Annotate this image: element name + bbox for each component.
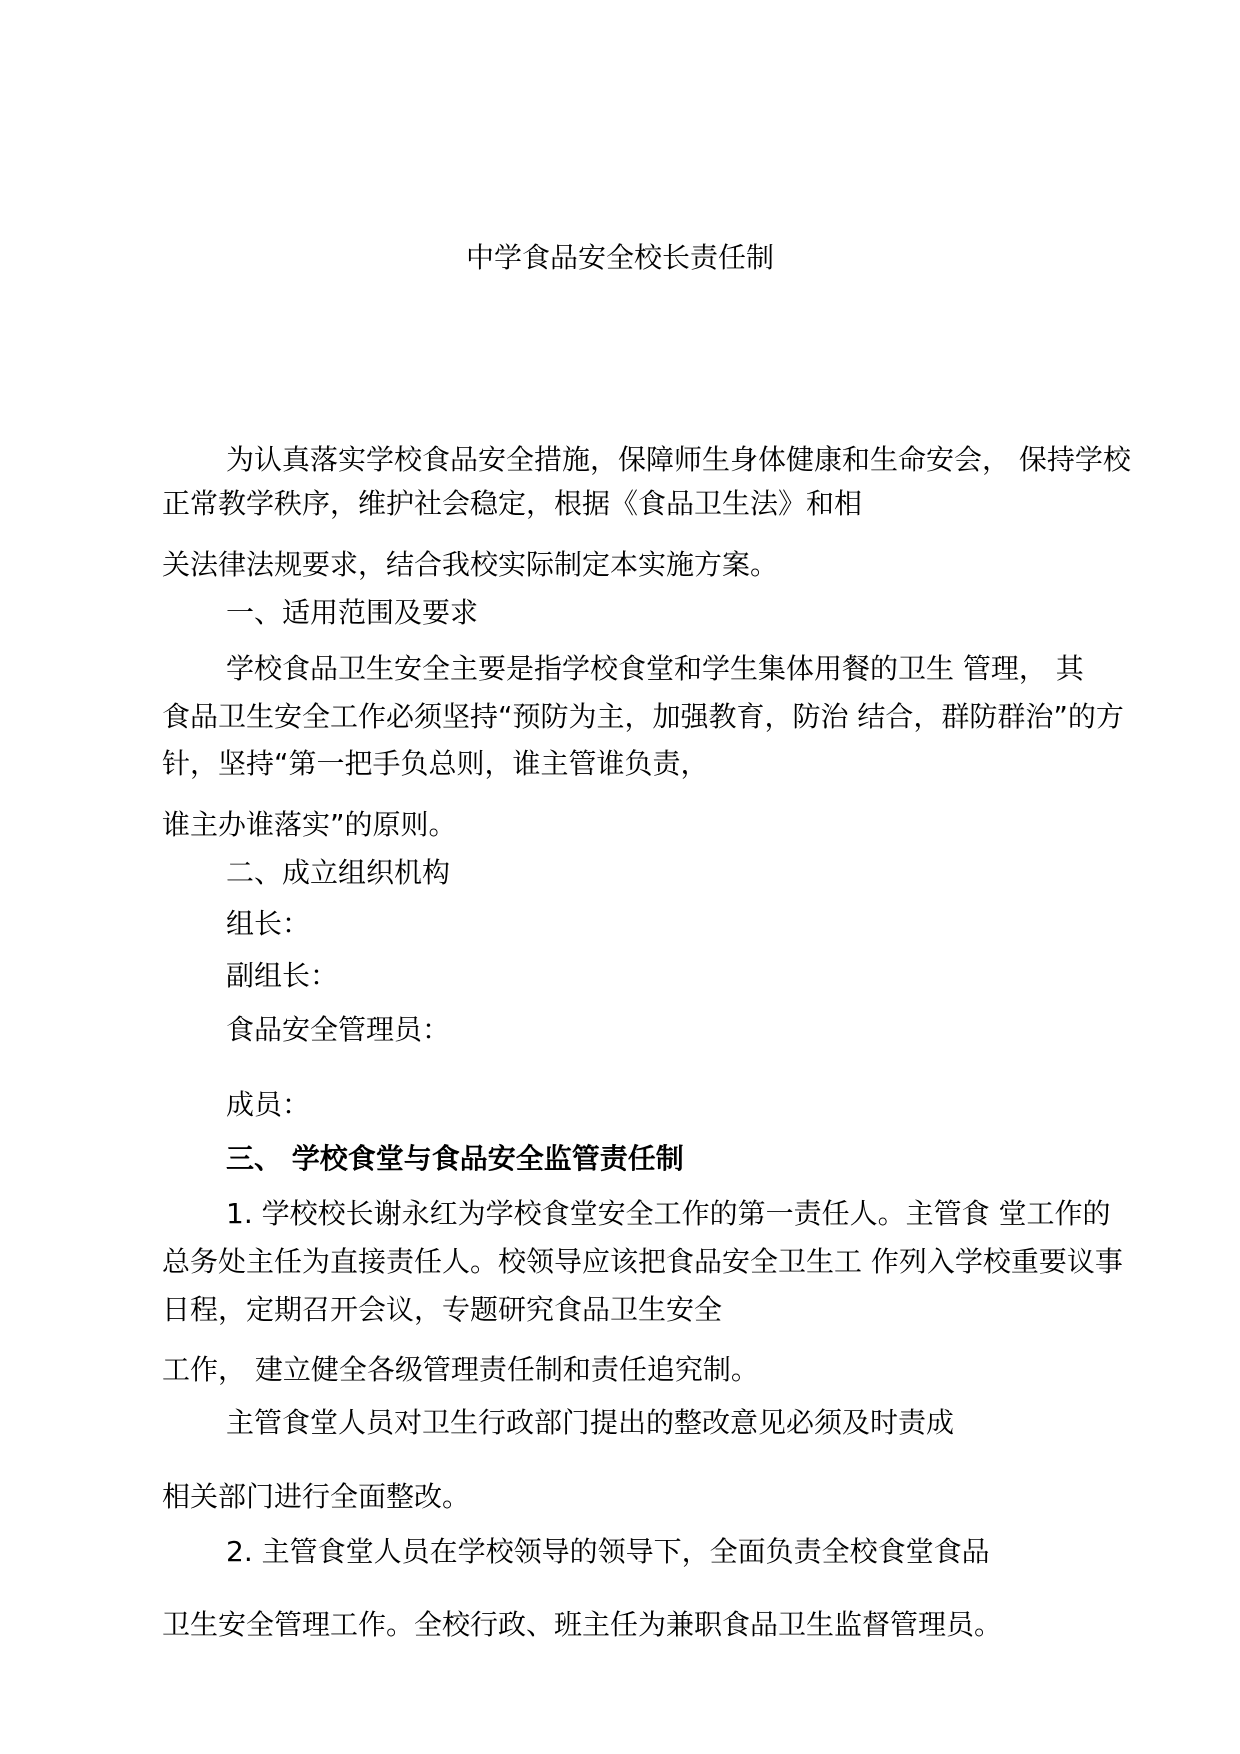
- section-heading-3: 三、 学校食堂与食品安全监管责任制: [226, 1142, 684, 1175]
- org-deputy-label: 副组长：: [226, 959, 339, 992]
- paragraph-scope-line-3: 针，坚持“第一把手负总则，谁主管谁负责，: [162, 747, 709, 780]
- document-title: 中学食品安全校长责任制: [465, 241, 774, 274]
- section-heading-2: 二、成立组织机构: [226, 856, 451, 889]
- paragraph-scope-line-2: 食品卫生安全工作必须坚持“预防为主，加强教育，防治 结合，群防群治”的方: [162, 700, 1124, 733]
- paragraph-intro-line-3: 关法律法规要求，结合我校实际制定本实施方案。: [162, 548, 779, 581]
- paragraph-scope-line-1: 学校食品卫生安全主要是指学校食堂和学生集体用餐的卫生 管理， 其: [226, 652, 1084, 685]
- paragraph-intro-line-1: 为认真落实学校食品安全措施，保障师生身体健康和生命安会， 保持学校: [226, 443, 1131, 476]
- paragraph-item1-line-3: 日程，定期召开会议，专题研究食品卫生安全: [162, 1293, 723, 1326]
- paragraph-item1-line-4: 工作， 建立健全各级管理责任制和责任追究制。: [162, 1353, 759, 1386]
- paragraph-scope-line-4: 谁主办谁落实”的原则。: [162, 808, 457, 841]
- paragraph-item1-line-2: 总务处主任为直接责任人。校领导应该把食品安全卫生工 作列入学校重要议事: [162, 1245, 1123, 1278]
- paragraph-item1-line-1: 1. 学校校长谢永红为学校食堂安全工作的第一责任人。主管食 堂工作的: [226, 1197, 1111, 1230]
- org-leader-label: 组长：: [226, 907, 311, 940]
- paragraph-rectification-line-2: 相关部门进行全面整改。: [162, 1480, 471, 1513]
- section-heading-1: 一、适用范围及要求: [226, 596, 479, 629]
- paragraph-item2-line-2: 卫生安全管理工作。全校行政、班主任为兼职食品卫生监督管理员。: [162, 1608, 1003, 1641]
- org-members-label: 成员：: [226, 1088, 311, 1121]
- org-food-safety-manager-label: 食品安全管理员：: [226, 1013, 451, 1046]
- paragraph-item2-line-1: 2. 主管食堂人员在学校领导的领导下，全面负责全校食堂食品: [226, 1535, 990, 1568]
- paragraph-intro-line-2: 正常教学秩序，维护社会稳定，根据《食品卫生法》和相: [162, 487, 863, 520]
- paragraph-rectification-line-1: 主管食堂人员对卫生行政部门提出的整改意见必须及时责成: [226, 1406, 955, 1439]
